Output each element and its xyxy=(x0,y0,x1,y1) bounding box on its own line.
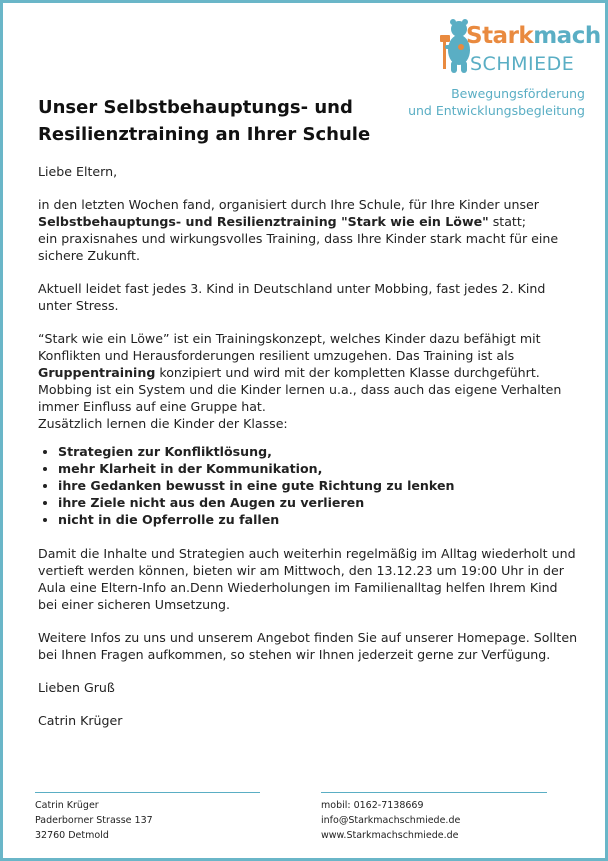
tagline-line-2: und Entwicklungsbegleitung xyxy=(408,103,585,118)
logo-text-schmiede: SCHMIEDE xyxy=(470,53,575,75)
footer-name: Catrin Krüger xyxy=(35,800,99,811)
closing: Lieben Gruß xyxy=(38,680,115,695)
tagline-line-1: Bewegungsförderung xyxy=(451,86,585,101)
list-item: • Strategien zur Konfliktlösung, xyxy=(58,443,578,460)
title-line-1: Unser Selbstbehauptungs- und xyxy=(38,97,353,118)
signature: Catrin Krüger xyxy=(38,713,123,728)
footer-city: 32760 Detmold xyxy=(35,830,109,841)
paragraph-statistics: Aktuell leidet fast jedes 3. Kind in Deutschland unter Mobbing, fast jedes 2. Kind unter Stress. xyxy=(38,281,546,313)
list-item: • nicht in die Opferrolle zu fallen xyxy=(58,511,578,528)
paragraph-contact: Weitere Infos zu uns und unserem Angebot finden Sie auf unserer Homepage. Sollten bei Ihnen Fragen aufkommen, so stehen wir Ihnen jederzeit gerne zur Verfügung. xyxy=(38,630,578,662)
list-item: • mehr Klarheit in der Kommunikation, xyxy=(58,460,578,477)
letter-title xyxy=(38,94,418,148)
list-item: • ihre Ziele nicht aus den Augen zu verlieren xyxy=(58,494,578,511)
title-line-2: Resilienztraining an Ihrer Schule xyxy=(38,124,371,145)
training-name: Selbstbehauptungs- und Resilienztraining "Stark wie ein Löwe" xyxy=(38,214,489,229)
company-logo xyxy=(440,17,601,81)
footer-email: info@Starkmachschmiede.de xyxy=(321,815,461,826)
footer-phone: mobil: 0162-7138669 xyxy=(321,800,424,811)
footer-contact xyxy=(321,798,460,843)
salutation: Liebe Eltern, xyxy=(38,164,118,179)
footer-website: www.Starkmachschmiede.de xyxy=(321,830,459,841)
footer-address xyxy=(35,798,153,843)
paragraph-concept: “Stark wie ein Löwe” ist ein Trainingskonzept, welches Kinder dazu befähigt mit Konflikten und Herausforderungen resilient umzugehen. Das Training ist als Gruppentraining konzipiert und wird mit der kompletten Klasse durchgeführt. Mobbing ist ein System und die Kinder lernen u.a., dass auch das eigene Verhalten immer Einfluss auf eine Gruppe hat. Zusätzlich lernen die Kinder der Klasse: xyxy=(38,331,562,431)
paragraph-parent-info: Damit die Inhalte und Strategien auch weiterhin regelmäßig im Alltag wiederholt und vertieft werden können, bieten wir am Mittwoch, den 13.12.23 um 19:00 Uhr in der Aula eine Eltern-Info an.Denn Wiederholungen im Familienalltag helfen Ihrem Kind bei einer sicheren Umsetzung. xyxy=(38,546,576,612)
footer-street: Paderborner Strasse 137 xyxy=(35,815,153,826)
footer-divider-right xyxy=(321,792,547,793)
letter-body xyxy=(38,163,578,745)
learning-goals-list xyxy=(38,443,578,528)
logo-text-starkmach: Starkmach xyxy=(466,23,601,49)
paragraph-intro: in den letzten Wochen fand, organisiert durch Ihre Schule, für Ihre Kinder unser Selbstbehauptungs- und Resilienztraining "Stark wie ein Löwe" statt; ein praxisnahes und wirkungsvolles Training, dass Ihre Kinder stark macht für eine sichere Zukunft. xyxy=(38,197,559,263)
footer-divider-left xyxy=(35,792,260,793)
group-training-term: Gruppentraining xyxy=(38,365,156,380)
list-item: • ihre Gedanken bewusst in eine gute Richtung zu lenken xyxy=(58,477,578,494)
